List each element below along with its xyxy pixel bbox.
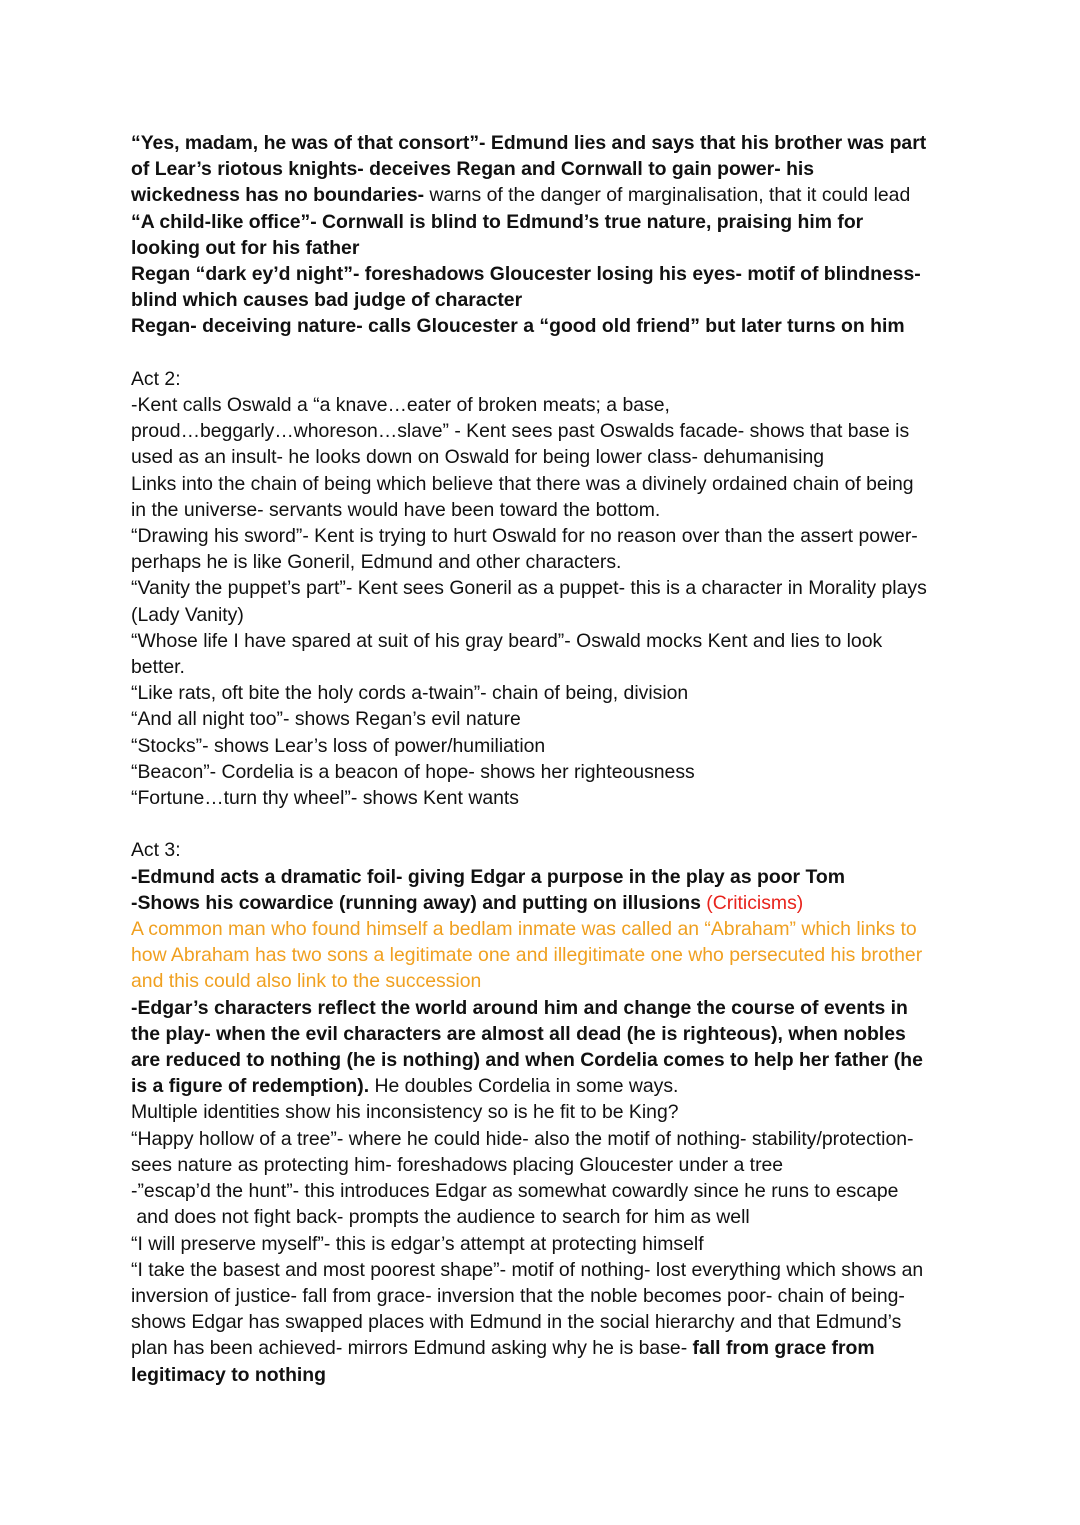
act3-edgar-tail: He doubles Cordelia in some ways.: [369, 1075, 679, 1098]
intro-line: Regan “dark ey’d night”- foreshadows Gloucester losing his eyes- motif of blindness-: [131, 263, 921, 286]
criticisms-tag: (Criticisms): [700, 891, 804, 914]
intro-line: looking out for his father: [131, 236, 360, 259]
act3-edgar-line: the play- when the evil characters are almost all dead (he is righteous), when nobles: [131, 1022, 906, 1045]
act2-heading: Act 2:: [131, 367, 181, 390]
act2-line: Links into the chain of being which believe that there was a divinely ordained chain of being: [131, 472, 914, 495]
act3-line: “Happy hollow of a tree”- where he could hide- also the motif of nothing- stability/protection-: [131, 1127, 914, 1150]
act3-edgar-line: are reduced to nothing (he is nothing) and when Cordelia comes to help her father (he: [131, 1049, 923, 1072]
act3-bold-line: -Edmund acts a dramatic foil- giving Edgar a purpose in the play as poor Tom: [131, 865, 845, 888]
intro-line: [131, 182, 960, 208]
act2-line: “And all night too”- shows Regan’s evil nature: [131, 708, 521, 731]
act3-bold-fragment: -Shows his cowardice (running away) and putting on illusions: [131, 891, 701, 914]
act2-line: perhaps he is like Goneril, Edmund and other characters.: [131, 551, 622, 574]
act3-orange-line: how Abraham has two sons a legitimate one and illegitimate one who persecuted his brother: [131, 944, 923, 967]
act3-orange-line: A common man who found himself a bedlam inmate was called an “Abraham” which links to: [131, 918, 917, 941]
act3-normal-fragment: plan has been achieved- mirrors Edmund asking why he is base-: [131, 1337, 688, 1360]
act2-section: [131, 366, 960, 811]
act2-line: “Fortune…turn thy wheel”- shows Kent wants: [131, 787, 519, 810]
act2-line: better.: [131, 656, 185, 679]
act2-line: -Kent calls Oswald a “a knave…eater of broken meats; a base,: [131, 394, 670, 417]
intro-line: “A child-like office”- Cornwall is blind to Edmund’s true nature, praising him for: [131, 210, 864, 233]
intro-line: Regan- deceiving nature- calls Gloucester a “good old friend” but later turns on him: [131, 315, 905, 338]
act3-line: “I will preserve myself”- this is edgar’s attempt at protecting himself: [131, 1232, 704, 1255]
intro-line: blind which causes bad judge of character: [131, 289, 523, 312]
act3-line: sees nature as protecting him- foreshadows placing Gloucester under a tree: [131, 1153, 784, 1176]
intro-line: “Yes, madam, he was of that consort”- Edmund lies and says that his brother was part: [131, 132, 927, 154]
act2-line: proud…beggarly…whoreson…slave” - Kent sees past Oswalds facade- shows that base is: [131, 420, 910, 443]
act2-line: in the universe- servants would have been toward the bottom.: [131, 498, 661, 521]
act2-line: used as an insult- he looks down on Oswald for being lower class- dehumanising: [131, 446, 825, 469]
act3-line: “I take the basest and most poorest shape”- motif of nothing- lost everything which shows an: [131, 1258, 924, 1281]
intro-line: of Lear’s riotous knights- deceives Regan and Cornwall to gain power- his: [131, 158, 815, 181]
act2-line: “Beacon”- Cordelia is a beacon of hope- shows her righteousness: [131, 760, 695, 783]
act3-line: Multiple identities show his inconsistency so is he fit to be King?: [131, 1101, 679, 1124]
act2-line: “Vanity the puppet’s part”- Kent sees Goneril as a puppet- this is a character in Morality plays: [131, 577, 927, 600]
act3-line: and does not fight back- prompts the audience to search for him as well: [131, 1206, 750, 1229]
act3-edgar-bold-fragment: is a figure of redemption).: [131, 1075, 370, 1098]
act2-line: “Stocks”- shows Lear’s loss of power/humiliation: [131, 734, 546, 757]
act3-line: shows Edgar has swapped places with Edmund in the social hierarchy and that Edmund’s: [131, 1311, 902, 1334]
act3-edgar-line: -Edgar’s characters reflect the world around him and change the course of events in: [131, 996, 908, 1019]
act3-section: [131, 837, 960, 1387]
act3-closing-bold: fall from grace from: [687, 1337, 875, 1360]
act3-line: [131, 1335, 960, 1361]
act2-line: “Drawing his sword”- Kent is trying to hurt Oswald for no reason over than the assert power-: [131, 525, 918, 548]
intro-bold-fragment: wickedness has no boundaries-: [131, 184, 425, 207]
intro-normal-fragment: warns of the danger of marginalisation, that it could lead: [424, 184, 911, 207]
act3-line: -”escap’d the hunt”- this introduces Edgar as somewhat cowardly since he runs to escape: [131, 1180, 899, 1203]
act2-line: “Whose life I have spared at suit of his gray beard”- Oswald mocks Kent and lies to look: [131, 629, 883, 652]
act2-line: (Lady Vanity): [131, 603, 244, 626]
act3-heading: Act 3:: [131, 839, 181, 862]
spacer: [131, 340, 960, 366]
act3-edgar-line: [131, 1073, 960, 1099]
act3-line: inversion of justice- fall from grace- inversion that the noble becomes poor- chain of being-: [131, 1284, 905, 1307]
act2-line: “Like rats, oft bite the holy cords a-twain”- chain of being, division: [131, 682, 689, 705]
act3-closing-bold-line: legitimacy to nothing: [131, 1363, 326, 1386]
spacer: [131, 811, 960, 837]
act3-bold-line: [131, 890, 960, 916]
intro-section: [131, 130, 960, 340]
act3-orange-line: and this could also link to the succession: [131, 970, 482, 993]
